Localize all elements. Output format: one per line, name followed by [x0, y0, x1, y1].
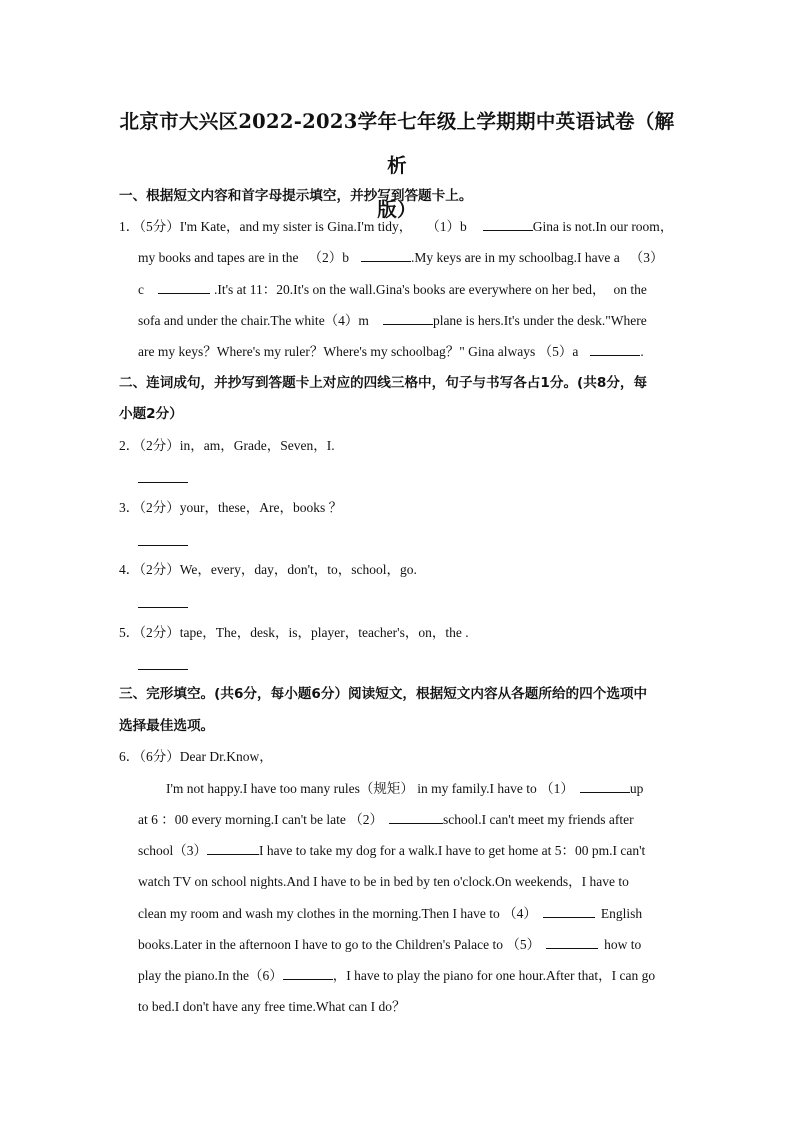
q6-label: 6．（6分）Dear Dr.Know， [119, 749, 273, 764]
q6-blank-3[interactable] [207, 841, 259, 855]
q4-text: 4．（2分）We，every，day，don't，to，school，go. [119, 562, 417, 577]
q6-line-3-text-b: I have to take my dog for a walk.I have to get home at 5：00 pm.I can't [259, 843, 646, 858]
q6-para-line-6 [138, 935, 641, 955]
q1-line-1-text-c: Gina is not.In our room， [532, 219, 674, 234]
q1-blank-1[interactable] [483, 217, 533, 231]
section-1-heading: 一、根据短文内容和首字母提示填空，并抄写到答题卡上。 [119, 188, 473, 204]
q1-line-2-text-b: （2）b [308, 250, 349, 265]
q6-para-line-4: watch TV on school nights.And I have to be in bed by ten o'clock.On weekends，I have to [138, 874, 629, 889]
q3-answer-blank[interactable] [138, 545, 188, 546]
q1-line-2-text-c: .My keys are in my schoolbag.I have a [410, 250, 620, 265]
q1-line-4 [138, 311, 647, 331]
q6-line-1-text: I'm not happy.I have too many rules（规矩） in my family.I have to （1） [166, 781, 574, 796]
q6-para-line-8: to bed.I don't have any free time.What can I do？ [138, 999, 406, 1014]
q1-line-5 [138, 342, 644, 362]
q1-blank-5[interactable] [590, 342, 640, 356]
q1-line-2 [138, 248, 664, 268]
q6-line-3-text-a: school（3） [138, 843, 207, 858]
q1-line-4-text-a: sofa and under the chair.The white（4）m [138, 313, 369, 328]
q6-para-line-1 [166, 779, 643, 799]
title-line-1: 北京市大兴区2022-2023学年七年级上学期期中英语试卷（解析 [119, 110, 675, 177]
q1-line-2-text-a: my books and tapes are in the [138, 250, 299, 265]
q1-line-1-text-b: （1）b [426, 219, 467, 234]
q1-line-3-text-c: on the [613, 282, 647, 297]
q6-line-2-text-b: school.I can't meet my friends after [442, 812, 634, 827]
q6-line-5-text-b: English [600, 906, 643, 921]
q6-para-line-7 [138, 966, 655, 986]
q4-answer-blank[interactable] [138, 607, 188, 608]
q1-line-1-text-a: 1．（5分）I'm Kate，and my sister is Gina.I'm tidy， [119, 219, 413, 234]
q6-line-2-text-a: at 6 ：00 every morning.I can't be late （2） [138, 812, 383, 827]
q1-line-3 [138, 280, 675, 300]
q1-line-2-text-d: （3） [629, 250, 664, 265]
q1-line-4-text-b: plane is hers.It's under the desk."Where [432, 313, 647, 328]
section-3-heading-2: 选择最佳选项。 [119, 718, 215, 734]
q6-line-6-text-a: books.Later in the afternoon I have to go to the Children's Palace to （5） [138, 937, 541, 952]
q6-blank-2[interactable] [389, 810, 443, 824]
q1-line-5-period: . [640, 344, 644, 359]
section-2-heading-2: 小题2分） [119, 406, 183, 422]
q6-line-7-text-b: ，I have to play the piano for one hour.After that，I can go [332, 968, 656, 983]
section-3-heading-1: 三、完形填空。(共6分，每小题6分）阅读短文，根据短文内容从各题所给的四个选项中 [119, 686, 648, 702]
q1-line-5-text: are my keys？Where's my ruler？Where's my schoolbag？" Gina always （5）a [138, 344, 579, 359]
q6-line-5-text-a: clean my room and wash my clothes in the morning.Then I have to （4） [138, 906, 537, 921]
q5-text: 5．（2分）tape，The，desk，is，player，teacher's，on，the . [119, 625, 469, 640]
q1-blank-3[interactable] [158, 280, 210, 294]
q6-blank-1[interactable] [580, 779, 630, 793]
q6-line-1-end: up [629, 781, 644, 796]
q6-line-7-text-a: play the piano.In the（6） [138, 968, 283, 983]
title-line-2: 版） [377, 198, 417, 221]
section-2-heading-1: 二、连词成句，并抄写到答题卡上对应的四线三格中，句子与书写各占1分。(共8分，每 [119, 375, 648, 391]
q6-para-line-5 [138, 904, 642, 924]
q1-line-3-text-b: .It's at 11：20.It's on the wall.Gina's books are everywhere on her bed， [214, 282, 606, 297]
q6-line-6-text-b: how to [604, 937, 642, 952]
q6-blank-5[interactable] [546, 935, 598, 949]
q1-line-3-text-a: c [138, 282, 144, 297]
q6-blank-6[interactable] [283, 966, 333, 980]
q6-para-line-3 [138, 841, 645, 861]
q6-para-line-2 [138, 810, 634, 830]
page-title [118, 100, 676, 232]
q1-blank-2[interactable] [361, 248, 411, 262]
q5-answer-blank[interactable] [138, 669, 188, 670]
q6-blank-4[interactable] [543, 904, 595, 918]
q1-line-1 [119, 217, 675, 237]
q3-text: 3．（2分）your，these，Are，books ？ [119, 500, 343, 515]
q1-blank-4[interactable] [383, 311, 433, 325]
q2-answer-blank[interactable] [138, 482, 188, 483]
q2-text: 2．（2分）in，am，Grade，Seven，I. [119, 438, 335, 453]
